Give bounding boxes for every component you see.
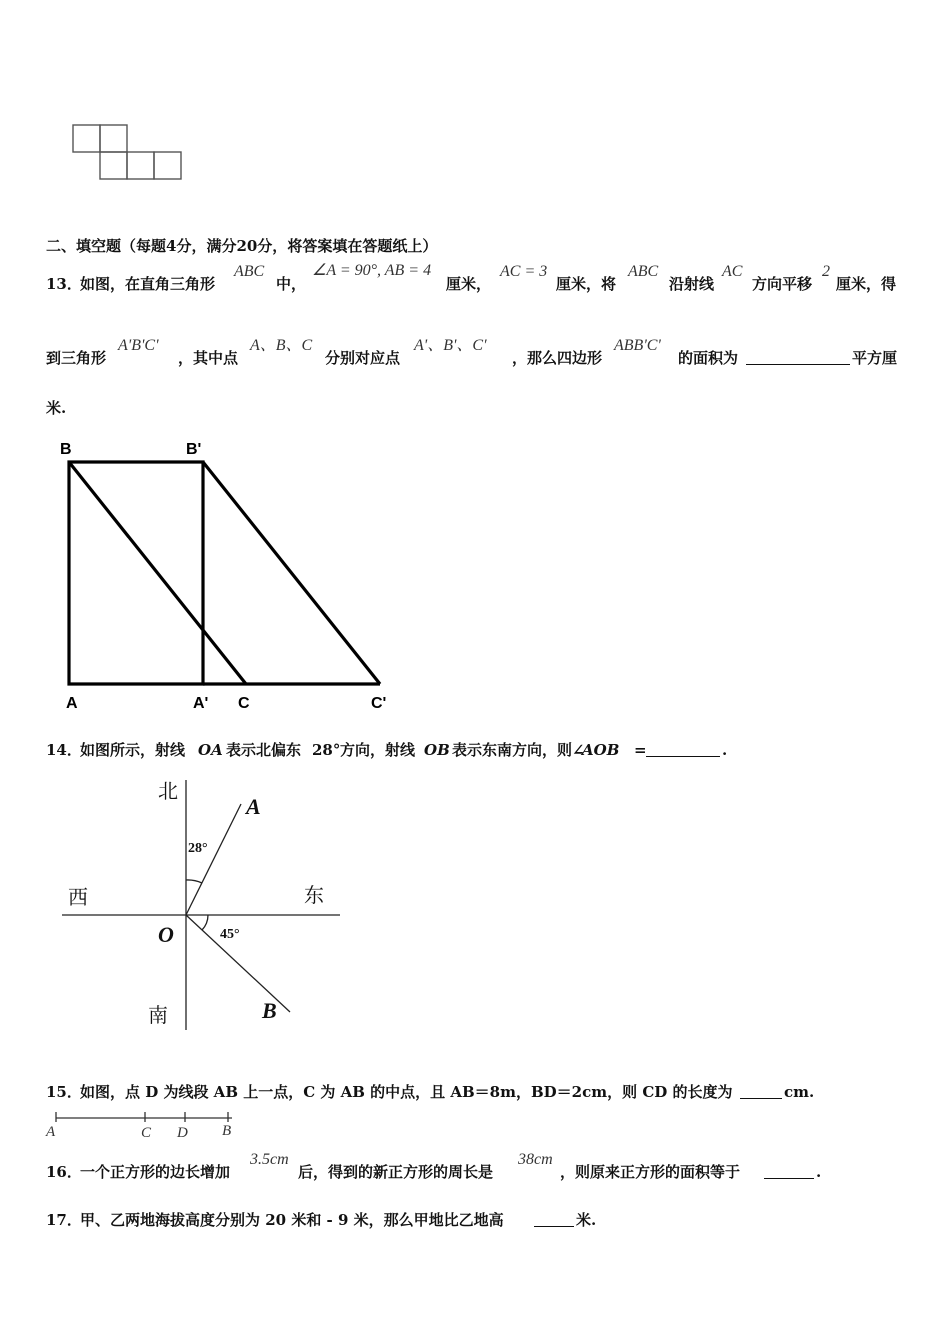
q14-text: 方向，射线 bbox=[340, 741, 416, 759]
q16-text: 一个正方形的边长增加 bbox=[80, 1163, 231, 1181]
seg-label-B: B bbox=[222, 1123, 232, 1139]
q13-math: ∠A = 90°, AB = 4 bbox=[312, 262, 432, 279]
q14-text: 表示东南方向，则∠ bbox=[452, 741, 585, 759]
q13-math: AC bbox=[722, 263, 743, 280]
east-label: 东 bbox=[304, 883, 324, 907]
q15-number: 15． bbox=[46, 1083, 82, 1101]
q13-text: ，那么四边形 bbox=[512, 349, 603, 367]
q16-text: 后，得到的新正方形的周长是 bbox=[298, 1163, 494, 1181]
q14-text: 28° bbox=[312, 741, 341, 759]
q14-text: AOB bbox=[582, 741, 620, 759]
q13-text: 到三角形 bbox=[46, 349, 107, 367]
cube-net-figure bbox=[70, 122, 188, 182]
q16-text: . bbox=[816, 1163, 822, 1181]
q15-text: cm. bbox=[784, 1083, 815, 1101]
section-heading: 二、填空题（每题4分，满分20分，将答案填在答题纸上） bbox=[46, 237, 438, 255]
q13-math: AC = 3 bbox=[500, 263, 548, 280]
answer-blank[interactable] bbox=[746, 350, 850, 365]
south-label: 南 bbox=[148, 1003, 168, 1027]
label-A: A bbox=[66, 695, 78, 712]
seg-label-D: D bbox=[177, 1125, 188, 1140]
label-B: B bbox=[60, 441, 72, 458]
label-A-prime: A' bbox=[193, 695, 209, 712]
compass-figure bbox=[60, 772, 360, 1034]
q13-math: A'、B'、C′ bbox=[414, 337, 487, 354]
q13-text: 平方厘 bbox=[852, 349, 898, 367]
q16-math: 38cm bbox=[518, 1151, 553, 1168]
q17-text: 甲、乙两地海拔高度分别为 20 米和 - 9 米，那么甲地比乙地高 bbox=[80, 1211, 504, 1229]
q14-text: 表示北偏东 bbox=[226, 741, 302, 759]
q13-text: 如图，在直角三角形 bbox=[80, 275, 216, 293]
q14-text: OB bbox=[424, 741, 450, 759]
q13-math: ABB'C' bbox=[614, 337, 661, 354]
label-B-prime: B' bbox=[186, 441, 202, 458]
seg-label-C: C bbox=[141, 1125, 152, 1140]
label-C-prime: C' bbox=[371, 695, 387, 712]
q17-text: 米. bbox=[576, 1211, 597, 1229]
q13-text: 沿射线 bbox=[669, 275, 715, 293]
answer-blank[interactable] bbox=[740, 1084, 782, 1099]
segment-figure bbox=[44, 1108, 244, 1140]
q13-text: 厘米， bbox=[446, 275, 492, 293]
q13-text: 厘米，得 bbox=[836, 275, 897, 293]
q13-math: ABC bbox=[234, 263, 265, 280]
q15-text: 如图，点 D 为线段 AB 上一点，C 为 AB 的中点，且 AB＝8m，BD＝2cm，则 CD 的长度为 bbox=[80, 1083, 733, 1101]
q13-text: 米. bbox=[46, 399, 67, 417]
q13-text: 方向平移 bbox=[752, 275, 813, 293]
angle-45-label: 45° bbox=[220, 927, 240, 942]
q17-number: 17． bbox=[46, 1211, 82, 1229]
q13-math: A'B'C' bbox=[118, 337, 159, 354]
q16-math: 3.5cm bbox=[250, 1151, 289, 1168]
answer-blank[interactable] bbox=[646, 742, 720, 757]
q16-text: ，则原来正方形的面积等于 bbox=[560, 1163, 741, 1181]
q14-text: . bbox=[722, 741, 728, 759]
point-B-label: B bbox=[262, 998, 277, 1023]
north-label: 北 bbox=[158, 779, 178, 803]
origin-O-label: O bbox=[158, 922, 174, 947]
q13-text: 中， bbox=[276, 275, 307, 293]
q13-math: ABC bbox=[628, 263, 659, 280]
q13-text: 分别对应点 bbox=[325, 349, 401, 367]
q14-text: 如图所示，射线 bbox=[80, 741, 186, 759]
q13-number: 13． bbox=[46, 275, 82, 293]
q13-math: A、B、C bbox=[250, 337, 313, 354]
answer-blank[interactable] bbox=[764, 1164, 814, 1179]
translation-figure bbox=[56, 432, 396, 718]
q14-text: = bbox=[634, 741, 647, 759]
q13-text: ，其中点 bbox=[178, 349, 239, 367]
seg-label-A: A bbox=[46, 1124, 56, 1140]
west-label: 西 bbox=[68, 885, 88, 909]
answer-blank[interactable] bbox=[534, 1212, 574, 1227]
point-A-label: A bbox=[246, 794, 261, 819]
label-C: C bbox=[238, 695, 250, 712]
q14-text: OA bbox=[198, 741, 223, 759]
q13-text: 厘米，将 bbox=[556, 275, 617, 293]
angle-28-label: 28° bbox=[188, 841, 208, 856]
q16-number: 16． bbox=[46, 1163, 82, 1181]
q14-number: 14． bbox=[46, 741, 82, 759]
q13-text: 的面积为 bbox=[678, 349, 739, 367]
q13-math: 2 bbox=[822, 263, 830, 280]
